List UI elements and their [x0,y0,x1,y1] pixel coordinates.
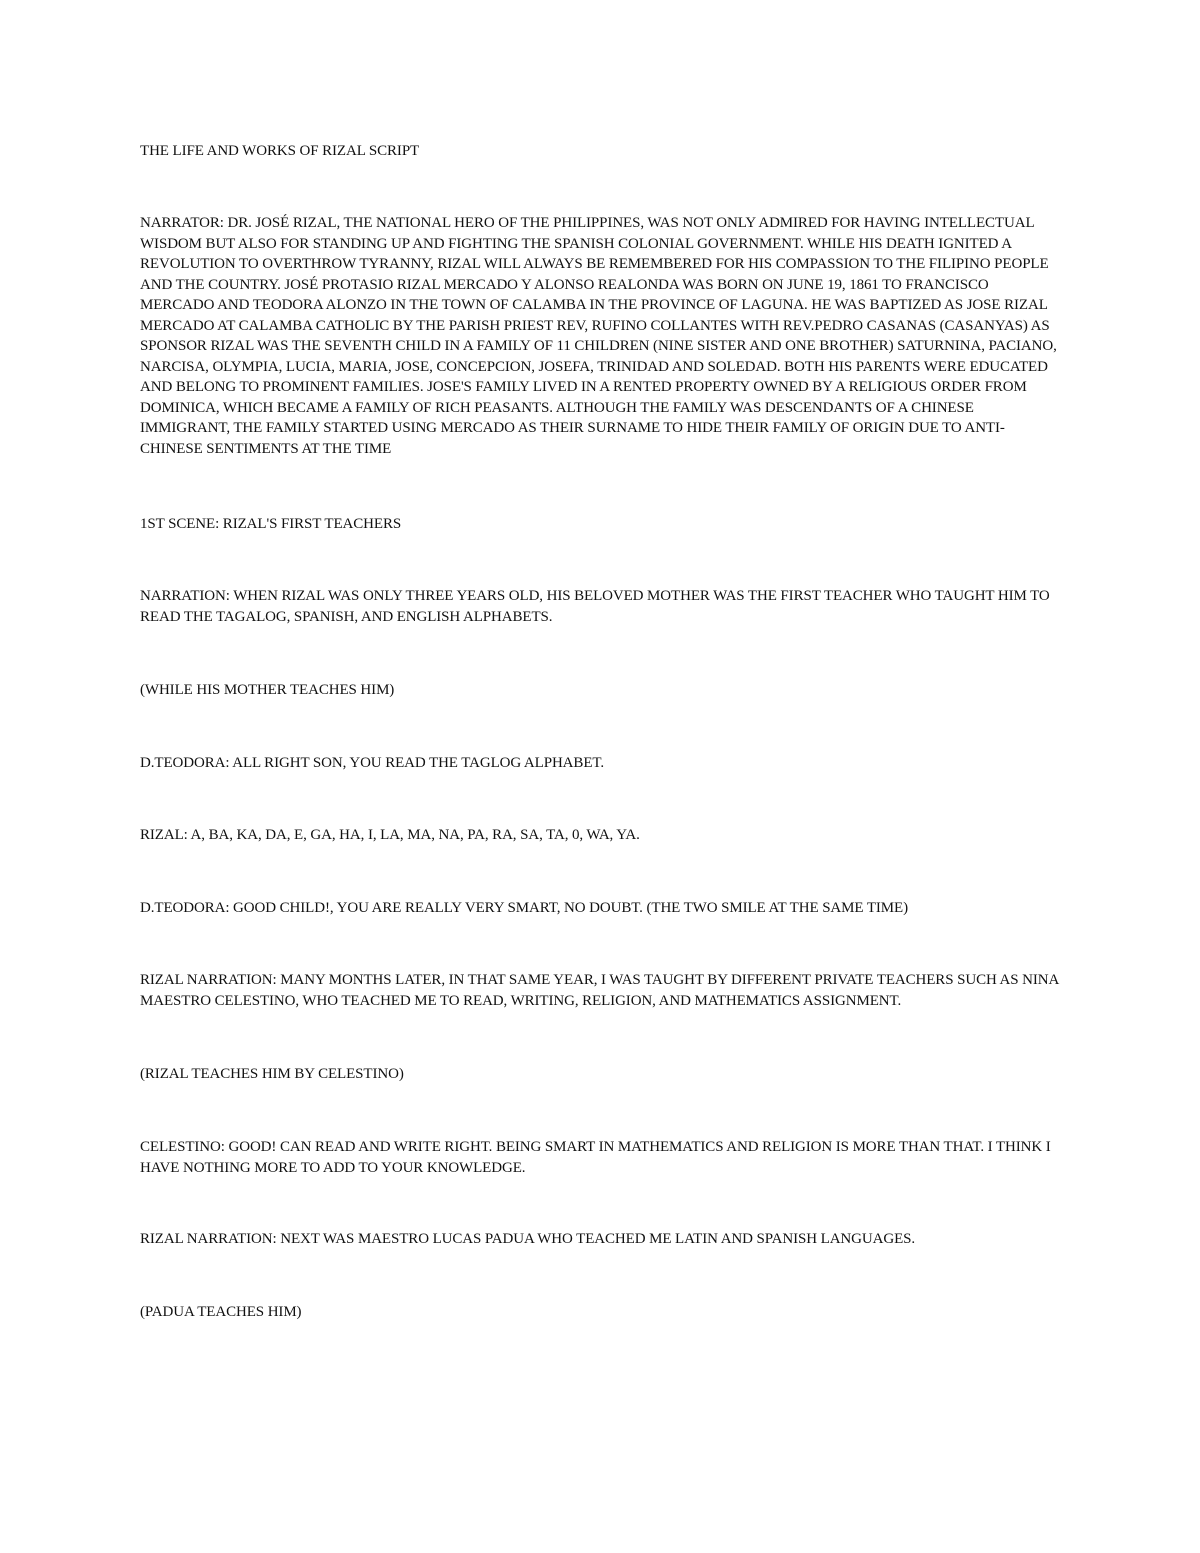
document-title: THE LIFE AND WORKS OF RIZAL SCRIPT [140,143,420,159]
stage-direction: (PADUA TEACHES HIM) [140,1304,302,1320]
narration-paragraph: NARRATION: WHEN RIZAL WAS ONLY THREE YEARS OLD, HIS BELOVED MOTHER WAS THE FIRST TEACHER WHO TAUGHT HIM TO READ THE TAGALOG, SPANISH, AND ENGLISH ALPHABETS. [140,588,1050,625]
narration-paragraph: RIZAL NARRATION: MANY MONTHS LATER, IN THAT SAME YEAR, I WAS TAUGHT BY DIFFERENT PRIVATE TEACHERS SUCH AS NINA MAESTRO CELESTINO, WHO TEACHED ME TO READ, WRITING, RELIGION, AND MATHEMATICS ASSIGNMENT. [140,972,1059,1009]
dialogue-line: D.TEODORA: GOOD CHILD!, YOU ARE REALLY VERY SMART, NO DOUBT. (THE TWO SMILE AT THE SAME TIME) [140,900,908,916]
narrator-intro-paragraph: NARRATOR: DR. JOSÉ RIZAL, THE NATIONAL HERO OF THE PHILIPPINES, WAS NOT ONLY ADMIRED FOR HAVING INTELLECTUAL WISDOM BUT ALSO FOR STANDING UP AND FIGHTING THE SPANISH COLONIAL GOVERNMENT. WHILE HIS DEATH IGNITED A REVOLUTION TO OVERTHROW TYRANNY, RIZAL WILL ALWAYS BE REMEMBERED FOR HIS COMPASSION TO THE FILIPINO PEOPLE AND THE COUNTRY. JOSÉ PROTASIO RIZAL MERCADO Y ALONSO REALONDA WAS BORN ON JUNE 19, 1861 TO FRANCISCO MERCADO AND TEODORA ALONZO IN THE TOWN OF CALAMBA IN THE PROVINCE OF LAGUNA. HE WAS BAPTIZED AS JOSE RIZAL MERCADO AT CALAMBA CATHOLIC BY THE PARISH PRIEST REV, RUFINO COLLANTES WITH REV.PEDRO CASANAS (CASANYAS) AS SPONSOR RIZAL WAS THE SEVENTH CHILD IN A FAMILY OF 11 CHILDREN (NINE SISTER AND ONE BROTHER) SATURNINA, PACIANO, NARCISA, OLYMPIA, LUCIA, MARIA, JOSE, CONCEPCION, JOSEFA, TRINIDAD AND SOLEDAD. BOTH HIS PARENTS WERE EDUCATED AND BELONG TO PROMINENT FAMILIES. JOSE'S FAMILY LIVED IN A RENTED PROPERTY OWNED BY A RELIGIOUS ORDER FROM DOMINICA, WHICH BECAME A FAMILY OF RICH PEASANTS. ALTHOUGH THE FAMILY WAS DESCENDANTS OF A CHINESE IMMIGRANT, THE FAMILY STARTED USING MERCADO AS THEIR SURNAME TO HIDE THEIR FAMILY OF ORIGIN DUE TO ANTI-CHINESE SENTIMENTS AT THE TIME [140,215,1057,457]
stage-direction: (WHILE HIS MOTHER TEACHES HIM) [140,682,395,698]
scene-heading: 1ST SCENE: RIZAL'S FIRST TEACHERS [140,516,402,532]
dialogue-line: CELESTINO: GOOD! CAN READ AND WRITE RIGHT. BEING SMART IN MATHEMATICS AND RELIGION IS MORE THAN THAT. I THINK I HAVE NOTHING MORE TO ADD TO YOUR KNOWLEDGE. [140,1139,1051,1176]
dialogue-line: D.TEODORA: ALL RIGHT SON, YOU READ THE TAGLOG ALPHABET. [140,755,604,771]
stage-direction: (RIZAL TEACHES HIM BY CELESTINO) [140,1066,404,1082]
narration-paragraph: RIZAL NARRATION: NEXT WAS MAESTRO LUCAS PADUA WHO TEACHED ME LATIN AND SPANISH LANGUAGES. [140,1231,916,1247]
dialogue-line: RIZAL: A, BA, KA, DA, E, GA, HA, I, LA, MA, NA, PA, RA, SA, TA, 0, WA, YA. [140,827,640,843]
